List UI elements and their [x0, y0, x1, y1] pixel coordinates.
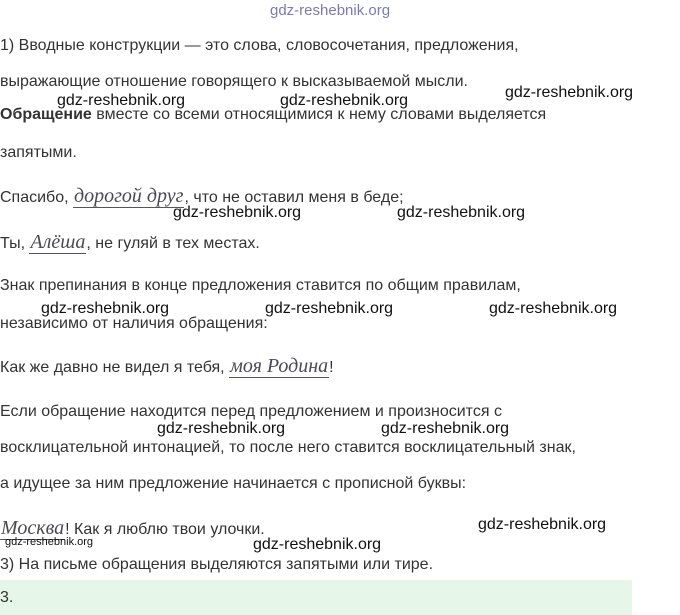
watermark: gdz-reshebnik.org: [381, 420, 510, 437]
para1-line1: 1) Вводные конструкции — это слова, словосочетания, предложения,: [0, 37, 519, 54]
watermark: gdz-reshebnik.org: [505, 84, 634, 101]
watermark: gdz-reshebnik.org: [157, 420, 286, 437]
watermark: gdz-reshebnik.org: [397, 204, 526, 221]
example3-before: Как же давно не видел я тебя,: [0, 359, 230, 376]
watermark: gdz-reshebnik.org: [265, 300, 394, 317]
para1-line2: выражающие отношение говорящего к высказываемой мысли.: [0, 73, 468, 90]
example3: [0, 356, 334, 378]
example2: [0, 232, 260, 254]
para2-line2: запятыми.: [0, 144, 77, 161]
example2-before: Ты,: [0, 235, 30, 252]
example2-after: , не гуляй в тех местах.: [86, 235, 260, 252]
watermark: gdz-reshebnik.org: [5, 536, 94, 548]
watermark: gdz-reshebnik.org: [478, 516, 607, 533]
watermark: gdz-reshebnik.org: [173, 204, 302, 221]
watermark: gdz-reshebnik.org: [253, 536, 382, 553]
para2-rest: вместе со всеми относящимися к нему словами выделяется: [91, 106, 547, 123]
watermark: gdz-reshebnik.org: [489, 300, 618, 317]
watermark: gdz-reshebnik.org: [41, 300, 170, 317]
example1-address: дорогой друг: [74, 185, 184, 207]
example3-address: моя Родина: [230, 355, 329, 377]
watermark: gdz-reshebnik.org: [280, 92, 409, 109]
para3-line2: независимо от наличия обращения:: [0, 315, 268, 332]
para4-line2: восклицательной интонацией, то после него ставится восклицательный знак,: [0, 439, 576, 456]
para5: 3) На письме обращения выделяются запятыми или тире.: [0, 556, 434, 573]
example4-after: ! Как я люблю твои улочки.: [65, 521, 265, 538]
example4-address: Москва: [1, 517, 65, 539]
example1-before: Спасибо,: [0, 189, 74, 206]
example1-after: , что не оставил меня в беде;: [184, 189, 404, 206]
answer-box: [0, 580, 632, 615]
para4-line1: Если обращение находится перед предложением и произносится с: [0, 403, 502, 420]
example3-after: !: [329, 359, 334, 376]
watermark: gdz-reshebnik.org: [57, 92, 186, 109]
para4-line3: а идущее за ним предложение начинается с прописной буквы:: [0, 475, 467, 492]
site-header-watermark: gdz-reshebnik.org: [270, 2, 391, 19]
para3-line1: Знак препинания в конце предложения ставится по общим правилам,: [0, 277, 521, 294]
answer-label: 3.: [0, 589, 14, 606]
example2-address: Алёша: [30, 231, 86, 253]
term-obrashchenie: Обращение: [0, 106, 92, 123]
